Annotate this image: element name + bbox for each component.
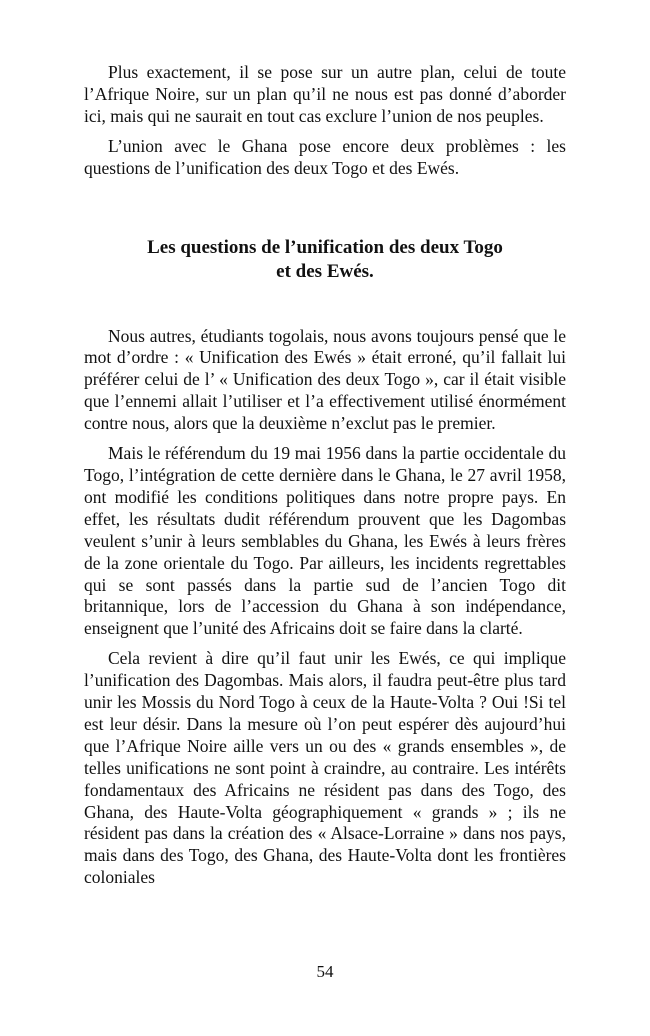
body-paragraph-3: Cela revient à dire qu’il faut unir les Ewés, ce qui implique l’unification des Dagombas. Mais alors, il faudra peut-être plus tard unir les Mossis du Nord Togo à ceux de la Haute-Volta ? Oui !Si tel est leur désir. Dans la mesure où l’on peut espérer dès aujourd’hui que l’Afrique Noire aille vers un ou des « grands ensembles », de telles unifications ne sont point à craindre, au contraire. Les intérêts fondamentaux des Africains ne résident pas dans des Togo, des Ghana, des Haute-Volta géographiquement « grands » ; ils ne résident pas dans la création des « Alsace-Lorraine » dans nos pays, mais dans des Togo, des Ghana, des Haute-Volta dont les frontières coloniales	[84, 648, 566, 888]
intro-paragraph-1: Plus exactement, il se pose sur un autre plan, celui de toute l’Afrique Noire, sur un plan qu’il ne nous est pas donné d’aborder ici, mais qui ne saurait en tout cas exclure l’union de nos peuples.	[84, 62, 566, 126]
body-paragraph-1: Nous autres, étudiants togolais, nous avons toujours pensé que le mot d’ordre : « Unification des Ewés » était erroné, qu’il fallait lui préférer celui de l’ « Unification des deux Togo », car il était visible que l’ennemi allait l’utiliser et l’a effectivement utilisé énormément contre nous, alors que la deuxième n’exclut pas le premier.	[84, 325, 566, 434]
section-heading	[84, 236, 566, 284]
intro-paragraph-2: L’union avec le Ghana pose encore deux problèmes : les questions de l’unification des deux Togo et des Ewés.	[84, 135, 566, 178]
body-paragraph-2: Mais le référendum du 19 mai 1956 dans la partie occidentale du Togo, l’intégration de cette dernière dans le Ghana, le 27 avril 1958, ont modifié les conditions politiques dans notre propre pays. En effet, les résultats dudit référendum prouvent que les Dagombas veulent s’unir à leurs semblables du Ghana, les Ewés à leurs frères de la zone orientale du Togo. Par ailleurs, les incidents regrettables qui se sont passés dans la partie sud de l’ancien Togo dit britannique, lors de l’accession du Ghana à son indépendance, enseignent que l’unité des Africains doit se faire dans la clarté.	[84, 443, 566, 639]
section-heading-line-1: Les questions de l’unification des deux Togo	[147, 236, 503, 258]
section-heading-line-2: et des Ewés.	[276, 260, 374, 282]
page-number: 54	[316, 962, 334, 981]
page-content	[84, 62, 566, 889]
